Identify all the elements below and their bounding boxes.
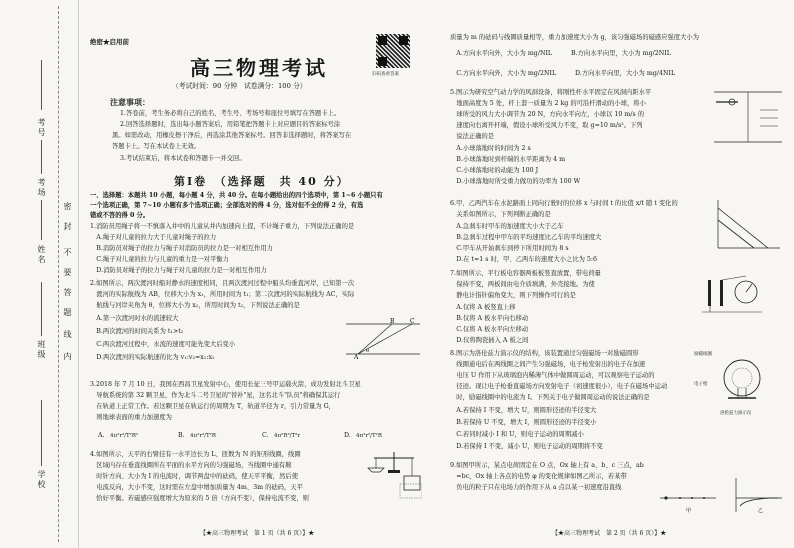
note-line: 答题卡上。写在本试卷上无效。	[112, 143, 201, 150]
question-line: C.方向水平向外，大小为 mg/2NIL D.方向水平向里，大小为 mg/4NIL	[450, 70, 676, 77]
question-line: 7.如图所示，平行板电容器两板板竖直放置，带电荷量	[450, 270, 601, 277]
cut-word: 答	[63, 288, 72, 298]
question-line: 线圈通电后在两线圈之间产生匀强磁场，电子枪发射出的电子在加速	[450, 361, 646, 368]
cut-word: 内	[63, 352, 72, 362]
question-line: B.两次渡河的时间关系为 t₁>t₂	[90, 328, 184, 335]
q3-option-a: A.	[98, 432, 105, 439]
q8-label-coil: 励磁线圈	[694, 352, 712, 357]
question-line: 静电计指针偏角变大，则下列操作可行的是	[450, 292, 576, 299]
question-line: 6.甲、乙两汽车在水泥路面上同向行驶时的位移 x 与时间 t 的比值 x/t 随 t 变化的	[450, 200, 678, 207]
question-line: B.仅将 A 板水平向右移动	[450, 315, 529, 322]
q2-river-figure	[344, 318, 422, 360]
q6-xt-graph	[710, 198, 782, 254]
question-line: A.第一次渡河时水的流速较大	[90, 315, 179, 322]
question-line: 航线与河岸夹角为 θ，位移大小为 x₂，所用时间为 t₂，下列说法正确的是	[90, 302, 300, 309]
question-line: C.若同时减小 I 和 U，则电子运动的周期减小	[450, 431, 584, 438]
question-line: A.急刹车时甲车的加速度大小大于乙车	[450, 223, 564, 230]
question-line: =bc，Ox 轴上各点的电势 φ 的变化规律如图乙所示，若某带	[450, 473, 627, 480]
q8-caption: 洛伦兹力演示仪	[720, 411, 752, 416]
cut-word: 封	[63, 222, 72, 232]
label-a: A	[354, 354, 359, 360]
note-line: 黑。如需改动，用橡皮擦干净后，再选涂其他答案标号。回答非选择题时，将答案写在	[112, 132, 352, 139]
question-line: 恰好平衡。若磁感应强度增大为原来的 5 倍（方向不变），保持电流不变，则	[90, 495, 309, 502]
question-line: 质量为 m 的砝码与线圈质量相等，重力加速度大小为 g，该匀强磁场的磁感应强度大小为	[450, 34, 699, 41]
q3-option-b: B.	[178, 432, 185, 439]
question-line: D.两次渡河的实际航速的比为 v₁:v₂=x₁:x₂	[90, 354, 215, 361]
exam-title: 高三物理考试	[190, 56, 328, 80]
field-label-name: 姓名	[37, 245, 46, 265]
cut-word: 题	[63, 308, 72, 318]
field-line	[41, 60, 42, 110]
fig-label-jia: 甲	[686, 508, 692, 514]
q5-wind-tunnel-figure	[712, 88, 784, 146]
binding-strip	[0, 0, 79, 548]
question-line: 球所受的风力大小调节为 20 N，方向水平向左，小球以 10 m/s 的	[450, 111, 644, 118]
note-line: 1.答卷前，考生务必将自己的姓名、考生号、考场号和座位号填写在答题卡上。	[120, 110, 341, 117]
question-line: 保持不变，两板间由电介质填满，外壳接地。为使	[450, 281, 595, 288]
question-line: A.小球落地时的时间为 2 s	[450, 145, 531, 152]
question-line: 电压 U 作用下从玻璃泡内稀薄气体中做圆周运动，可以观察电子运动的	[450, 372, 655, 379]
question-line: C.绳子对儿童的拉力与儿童的重力是一对平衡力	[90, 256, 229, 263]
qr-caption: 扫码查看答案	[372, 72, 399, 77]
question-line: 1.消防员用绳子将一不慎落入井中的儿童从井内加速向上提，不计绳子重力，下列说法正确的是	[90, 223, 355, 230]
question-line: C.两次渡河过程中，水流的速度可能先变大后变小	[90, 341, 236, 348]
question-line: C.小球落地时的动能为 100 J	[450, 167, 539, 174]
question-line: B.急刹车过程中甲车的平均速度比乙车的平均速度大	[450, 234, 602, 241]
question-line: 速度向右离开杆端，假设小球所受风力不变，取 g=10 m/s²。下列	[450, 122, 643, 129]
q8-label-gun: 电子枪	[694, 382, 708, 387]
question-line: C.仅将 A 板水平向左移动	[450, 326, 529, 333]
q3-formula-d: 4π²r²/T²R	[356, 433, 383, 439]
question-line: C.甲车从开始刹车到停下所用时间为 8 s	[450, 245, 569, 252]
question-line: 时针方向、大小为 I 的电流时，调节两盘中的砝码，使天平平衡，然后使	[90, 473, 298, 480]
q9-potential-figures	[656, 476, 784, 516]
question-line: B.小球落地时到杆端的水平距离为 4 m	[450, 156, 566, 163]
notes-heading: 注意事项：	[110, 97, 150, 107]
footer-page-1: 【★高三物理考试 第 1 页（共 6 页）】★	[200, 530, 315, 537]
q7-capacitor-figure	[700, 270, 770, 314]
note-line: 2.回答选择题时，选出每小题答案后，用铅笔把答题卡上对应题目的答案标号涂	[120, 121, 341, 128]
field-label-kaochang: 考场	[37, 178, 46, 198]
question-line: 关系如图所示，下列判断正确的是	[450, 211, 551, 218]
section-intro: 一、选择题：本题共 10 小题，每小题 4 分，共 40 分。在每小题给出的四个选项中，第 1~6 小题只有	[90, 192, 383, 199]
question-line: 3.2018 年 7 月 10 日，我国在西昌卫星发射中心，使用长征三号甲运载火箭，成功发射北斗卫星	[90, 381, 361, 388]
q3-formula-a: 4π²r³/T²R²	[110, 433, 139, 439]
cut-word: 密	[63, 202, 72, 212]
question-line: 导航系统的第 32 颗卫星，作为北斗二号卫星的"替补"星，这名北斗"队员"将确保其运行	[90, 392, 341, 399]
section-title: 第Ⅰ卷 （选择题 共 40 分）	[174, 175, 350, 188]
q3-option-c: C.	[262, 432, 269, 439]
field-label-kaohao: 考号	[37, 118, 46, 138]
question-line: 渡河的实际航线为 AB，位移大小为 x₁，所用时间为 t₁；第二次渡河的实际航线为 AC，实际	[90, 291, 355, 298]
question-line: B.消防员对绳子的拉力与绳子对消防员的拉力是一对相互作用力	[90, 245, 273, 252]
q3-option-d: D.	[344, 432, 351, 439]
field-line	[41, 200, 42, 240]
q3-formula-b: 4π²r³/T²R	[190, 433, 217, 439]
question-line: 5.图示为研究空气动力学的风洞设备，将刚性杆水平固定在风洞内距水平	[450, 89, 652, 96]
question-line: 则地球表面的重力加速度为	[90, 414, 172, 421]
field-line	[41, 400, 42, 466]
question-line: D.在 t=1 s 时，甲、乙两车的速度大小之比为 5:6	[450, 256, 598, 263]
question-line: D.小球落地时所受重力做功的功率为 100 W	[450, 178, 581, 185]
question-line: 4.如图所示，天平的右臂挂有一水平边长为 L、匝数为 N 的矩形线圈，线圈	[90, 451, 301, 458]
question-line: 说法正确的是	[450, 133, 495, 140]
question-line: 负电的粒子只在电场力的作用下从 a 点以某一初速度沿直线	[450, 484, 622, 491]
cut-word: 要	[63, 268, 72, 278]
question-line: A.仅将 A 板竖直上移	[450, 304, 516, 311]
label-c: C	[410, 318, 415, 325]
qr-code	[376, 34, 410, 68]
question-line: D.若保持 I 不变，减小 U，则电子运动的周期将不变	[450, 443, 603, 450]
exam-meta: （考试时间：90 分钟 试卷满分：100 分）	[172, 82, 307, 90]
label-b: B	[390, 318, 395, 325]
field-label-class: 班级	[37, 340, 46, 360]
note-line: 3.考试结束后，将本试卷和答题卡一并交回。	[120, 155, 246, 162]
q3-formula-c: 4π²R³/T²r	[274, 433, 301, 439]
question-line: 区域内存在垂直线圈所在平面的水平方向的匀强磁场，当线圈中通有顺	[90, 462, 292, 469]
question-line: 地面高度为 5 处，杆上套一质量为 2 kg 的可沿杆滑动的小球，将小	[450, 100, 646, 107]
question-line: 径迹。现让电子枪垂直磁场方向发射电子（初速度很小），电子在磁场中运动	[450, 383, 668, 390]
field-label-school: 学校	[37, 470, 46, 490]
cut-word: 不	[63, 248, 72, 258]
footer-page-2: 【★高三物理考试 第 2 页（共 6 页）】★	[552, 530, 667, 537]
question-line: B.若保持 U 不变，增大 I，则圆形径迹的半径变小	[450, 419, 597, 426]
question-line: 9.如图甲所示，某点电荷固定在 O 点，Ox 轴上有 a、b、c 三点，ab	[450, 462, 644, 469]
label-theta: θ	[366, 348, 370, 354]
secret-mark: 绝密★启用前	[90, 38, 129, 46]
question-line: A.绳子对儿童的拉力大于儿童对绳子的拉力	[90, 234, 217, 241]
section-intro: 错或不答的得 0 分。	[90, 212, 150, 219]
field-line	[41, 282, 42, 336]
question-line: D.消防员对绳子的拉力与绳子对儿童的拉力是一对相互作用力	[90, 267, 267, 274]
question-line: 电流反向，大小不变，这时需在左盘中增加质量为 4m、3m 的砝码，天平	[90, 484, 303, 491]
question-line: 8.图示为洛伦兹力演示仪的结构，该装置通过匀强磁场一对励磁圆形	[450, 350, 639, 357]
question-line: 2.如图所示，两次渡河时船对静水的速度相同，且两次渡河过程中船头均垂直河岸，已知第一次	[90, 280, 355, 287]
question-line: D.仅将陶瓷插入 A 板之间	[450, 337, 529, 344]
cut-word: 线	[63, 330, 72, 340]
section-intro: 一个选项正确，第 7~10 小题有多个选项正确；全部选对的得 4 分，选对但不全的得 2 分，有选	[90, 202, 364, 209]
cut-line	[58, 6, 59, 542]
q4-balance-figure	[366, 448, 422, 514]
field-line	[41, 140, 42, 174]
question-line: A.若保持 I 不变，增大 U，则圆形径迹的半径变大	[450, 407, 597, 414]
question-line: A.方向水平向外，大小为 mg/NIL B.方向水平向里，大小为 mg/2NIL	[450, 50, 671, 57]
question-line: 时，励磁线圈中的电流为 I。下列关于电子做圆周运动的说法正确的是	[450, 394, 650, 401]
fig-label-yi: 乙	[758, 508, 764, 514]
question-line: 在轨道上正常工作。若这颗卫星在轨运行的周期为 T，轨道半径为 r，引力常量为 G，	[90, 403, 335, 410]
